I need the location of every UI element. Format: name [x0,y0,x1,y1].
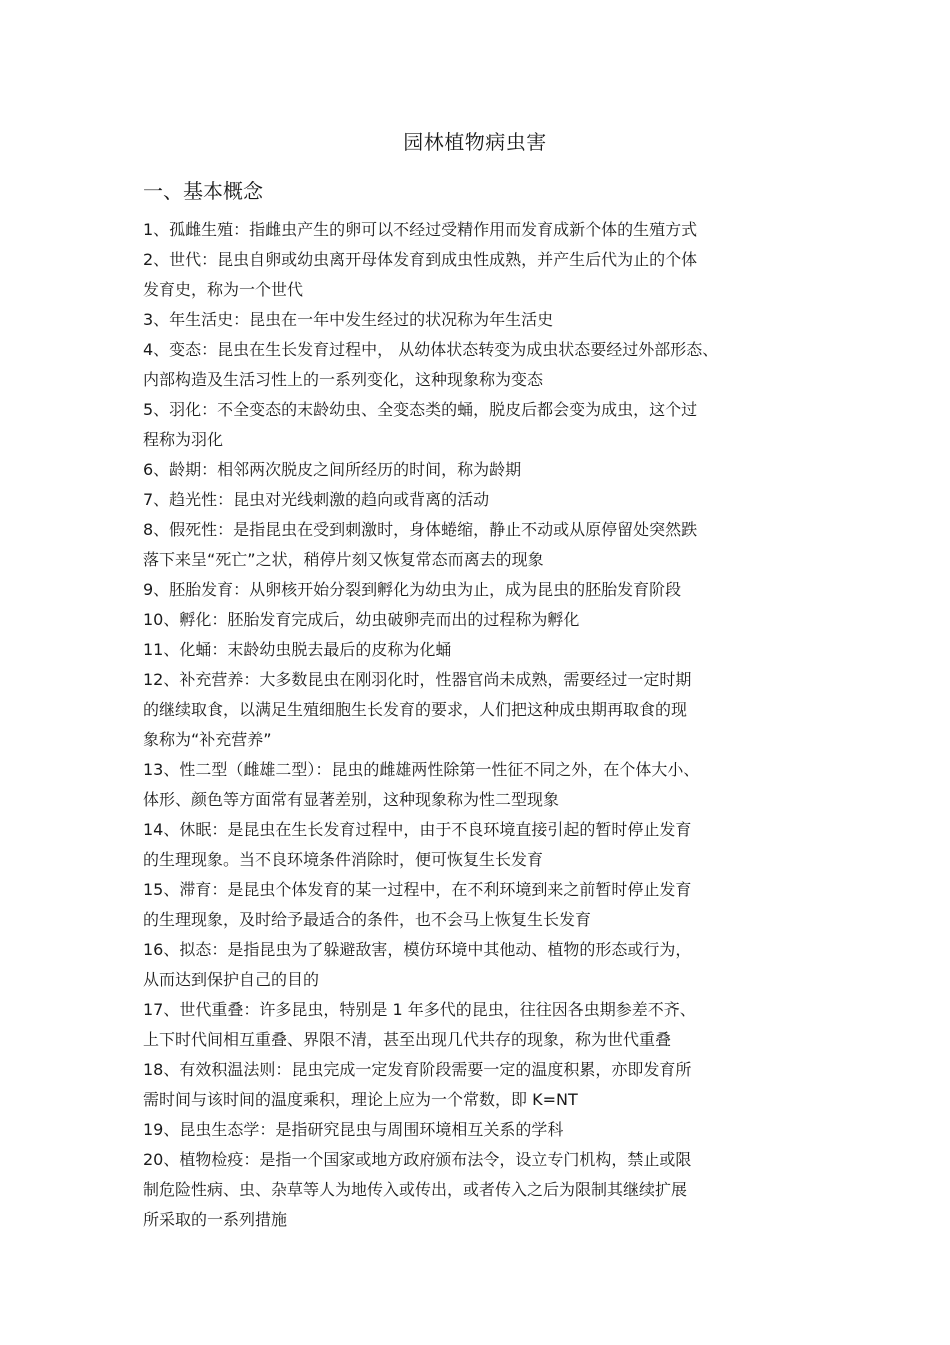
definition-item [143,215,793,245]
definition-line: 落下来呈“死亡”之状，稍停片刻又恢复常态而离去的现象 [143,550,544,569]
definition-line: 7、趋光性：昆虫对光线刺激的趋向或背离的活动 [143,490,490,509]
definition-item [143,305,793,335]
definition-item [143,815,793,875]
definition-line: 17、世代重叠：许多昆虫，特别是 1 年多代的昆虫，往往因各虫期参差不齐、 [143,1000,696,1019]
definition-item [143,395,793,455]
definition-line: 6、龄期：相邻两次脱皮之间所经历的时间，称为龄期 [143,460,522,479]
definition-item [143,755,793,815]
definition-item [143,1145,793,1235]
definition-item [143,455,793,485]
definition-line: 内部构造及生活习性上的一系列变化，这种现象称为变态 [143,370,544,389]
definition-item [143,245,793,305]
definition-line: 8、假死性：是指昆虫在受到刺激时，身体蜷缩，静止不动或从原停留处突然跌 [143,520,698,539]
definition-line: 象称为“补充营养” [143,730,272,749]
definition-item [143,995,793,1055]
definition-item [143,875,793,935]
definition-line: 体形、颜色等方面常有显著差别，这种现象称为性二型现象 [143,790,560,809]
definition-item [143,1115,793,1145]
definition-line: 程称为羽化 [143,430,224,449]
definition-item [143,335,793,395]
definition-line: 的生理现象。当不良环境条件消除时，便可恢复生长发育 [143,850,544,869]
definition-item [143,635,793,665]
definition-line: 11、化蛹：末龄幼虫脱去最后的皮称为化蛹 [143,640,452,659]
definition-line: 4、变态：昆虫在生长发育过程中， 从幼体状态转变为成虫状态要经过外部形态、 [143,340,719,359]
definition-line: 2、世代：昆虫自卵或幼虫离开母体发育到成虫性成熟，并产生后代为止的个体 [143,250,698,269]
definition-line: 16、拟态：是指昆虫为了躲避敌害，模仿环境中其他动、植物的形态或行为， [143,940,692,959]
definition-line: 1、孤雌生殖：指雌虫产生的卵可以不经过受精作用而发育成新个体的生殖方式 [143,220,698,239]
definition-line: 制危险性病、虫、杂草等人为地传入或传出，或者传入之后为限制其继续扩展 [143,1180,688,1199]
definition-line: 从而达到保护自己的目的 [143,970,320,989]
definition-item [143,515,793,575]
definition-line: 的生理现象，及时给予最适合的条件，也不会马上恢复生长发育 [143,910,592,929]
definition-line: 需时间与该时间的温度乘积，理论上应为一个常数，即 K=NT [143,1090,578,1109]
definition-line: 所采取的一系列措施 [143,1210,288,1229]
document-title: 园林植物病虫害 [403,130,547,154]
definition-item [143,1055,793,1115]
definition-list [143,215,793,1235]
definition-item [143,665,793,755]
definition-line: 19、昆虫生态学：是指研究昆虫与周围环境相互关系的学科 [143,1120,564,1139]
definition-item [143,575,793,605]
definition-line: 13、性二型（雌雄二型）：昆虫的雌雄两性除第一性征不同之外，在个体大小、 [143,760,700,779]
definition-line: 5、羽化：不全变态的末龄幼虫、全变态类的蛹，脱皮后都会变为成虫，这个过 [143,400,698,419]
definition-line: 上下时代间相互重叠、界限不清，甚至出现几代共存的现象，称为世代重叠 [143,1030,672,1049]
definition-line: 的继续取食，以满足生殖细胞生长发育的要求，人们把这种成虫期再取食的现 [143,700,688,719]
section-heading: 一、基本概念 [143,179,263,203]
definition-line: 3、年生活史：昆虫在一年中发生经过的状况称为年生活史 [143,310,554,329]
definition-line: 发育史，称为一个世代 [143,280,304,299]
definition-item [143,605,793,635]
definition-item [143,485,793,515]
definition-line: 10、孵化：胚胎发育完成后，幼虫破卵壳而出的过程称为孵化 [143,610,580,629]
definition-line: 14、休眠：是昆虫在生长发育过程中，由于不良环境直接引起的暂时停止发育 [143,820,692,839]
definition-line: 20、植物检疫：是指一个国家或地方政府颁布法令，设立专门机构，禁止或限 [143,1150,692,1169]
definition-line: 18、有效积温法则：昆虫完成一定发育阶段需要一定的温度积累，亦即发育所 [143,1060,692,1079]
definition-line: 15、滞育：是昆虫个体发育的某一过程中，在不利环境到来之前暂时停止发育 [143,880,692,899]
definition-line: 9、胚胎发育：从卵核开始分裂到孵化为幼虫为止，成为昆虫的胚胎发育阶段 [143,580,682,599]
definition-line: 12、补充营养：大多数昆虫在刚羽化时，性器官尚未成熟，需要经过一定时期 [143,670,692,689]
definition-item [143,935,793,995]
